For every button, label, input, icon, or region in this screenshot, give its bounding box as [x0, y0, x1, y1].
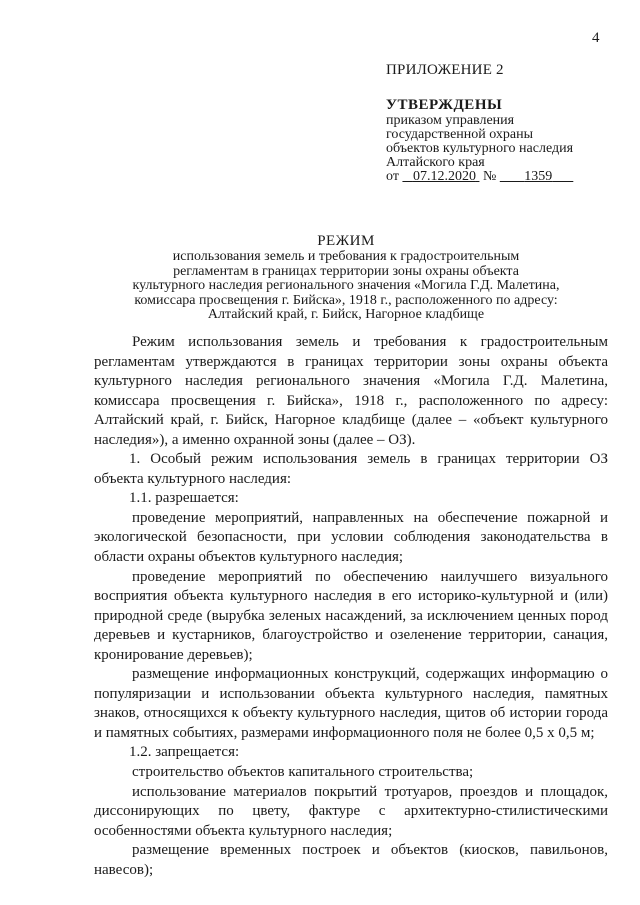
- paragraph-allowed-item: проведение мероприятий по обеспечению наилучшего визуального восприятия объекта культурного наследия в его историко-культурной и (или) природной среде (вырубка зеленых насаждений, за исключением ценных пород деревьев и кустарников, благоустройство и озеленение территории, санация, кронирование деревьев);: [94, 568, 608, 663]
- paragraph-forbidden-heading: 1.2. запрещается:: [129, 744, 240, 761]
- number-prefix: №: [482, 169, 497, 184]
- document-title-line: использования земель и требования к градостроительным: [172, 249, 520, 264]
- paragraph-forbidden-item: строительство объектов капитального строительства;: [132, 764, 474, 781]
- paragraph-intro: Режим использования земель и требования к градостроительным регламентам утверждаются в границах территории зоны охраны объекта культурного наследия регионального значения «Могила Г.Д. Малетина, комиссара просвещения г. Бийска», 1918 г., расположенного по адресу: Алтайский край, г. Бийск, Нагорное кладбище (далее – «объект культурного наследия»), а именно охранной зоны (далее – ОЗ).: [94, 334, 608, 448]
- document-title-line: комиссара просвещения г. Бийска», 1918 г., расположенного по адресу:: [134, 292, 558, 308]
- document-title-line: регламентам в границах территории зоны охраны объекта: [173, 263, 519, 279]
- document-title-line: Алтайский край, г. Бийск, Нагорное кладбище: [207, 307, 485, 322]
- paragraph-allowed-item: проведение мероприятий, направленных на обеспечение пожарной и экологической безопасности, при условии соблюдения законодательства в области охраны объектов культурного наследия;: [94, 509, 608, 566]
- approval-date-value: 07.12.2020: [412, 169, 476, 184]
- approval-line: объектов культурного наследия: [386, 141, 574, 156]
- approval-block: [386, 97, 626, 184]
- document-title: [96, 232, 596, 323]
- paragraph-section-1: 1. Особый режим использования земель в границах территории ОЗ объекта культурного наследия:: [94, 451, 608, 487]
- paragraph-forbidden-item: использование материалов покрытий тротуаров, проездов и площадок, диссонирующих по цвету, фактуре с архитектурно-стилистическими особенностями объекта культурного наследия;: [94, 783, 608, 839]
- paragraph-allowed-item: размещение информационных конструкций, содержащих информацию о популяризации и использовании объекта культурного наследия, памятных знаков, относящихся к объекту культурного наследия, щитов об истории города и памятных событиях, размерами информационного поля не более 0,5 х 0,5 м;: [94, 666, 608, 741]
- paragraph-allowed-heading: 1.1. разрешается:: [129, 490, 239, 507]
- approval-number: [500, 169, 574, 184]
- page-number: 4: [592, 30, 600, 46]
- document-title-line: культурного наследия регионального значения «Могила Г.Д. Малетина,: [132, 278, 560, 293]
- document-heading: РЕЖИМ: [317, 233, 375, 249]
- approval-line: государственной охраны: [386, 127, 534, 142]
- appendix-title: ПРИЛОЖЕНИЕ 2: [386, 62, 504, 78]
- paragraph-forbidden-item: размещение временных построек и объектов (киосков, павильонов, навесов);: [94, 842, 608, 878]
- approval-number-value: 1359: [524, 169, 553, 184]
- approval-heading: УТВЕРЖДЕНЫ: [386, 97, 503, 113]
- document-body: [94, 333, 608, 880]
- approval-line: Алтайского края: [386, 155, 485, 170]
- approval-date: [402, 169, 479, 184]
- date-prefix: от: [386, 169, 399, 184]
- approval-line: приказом управления: [386, 113, 515, 128]
- approval-date-line: [386, 170, 626, 184]
